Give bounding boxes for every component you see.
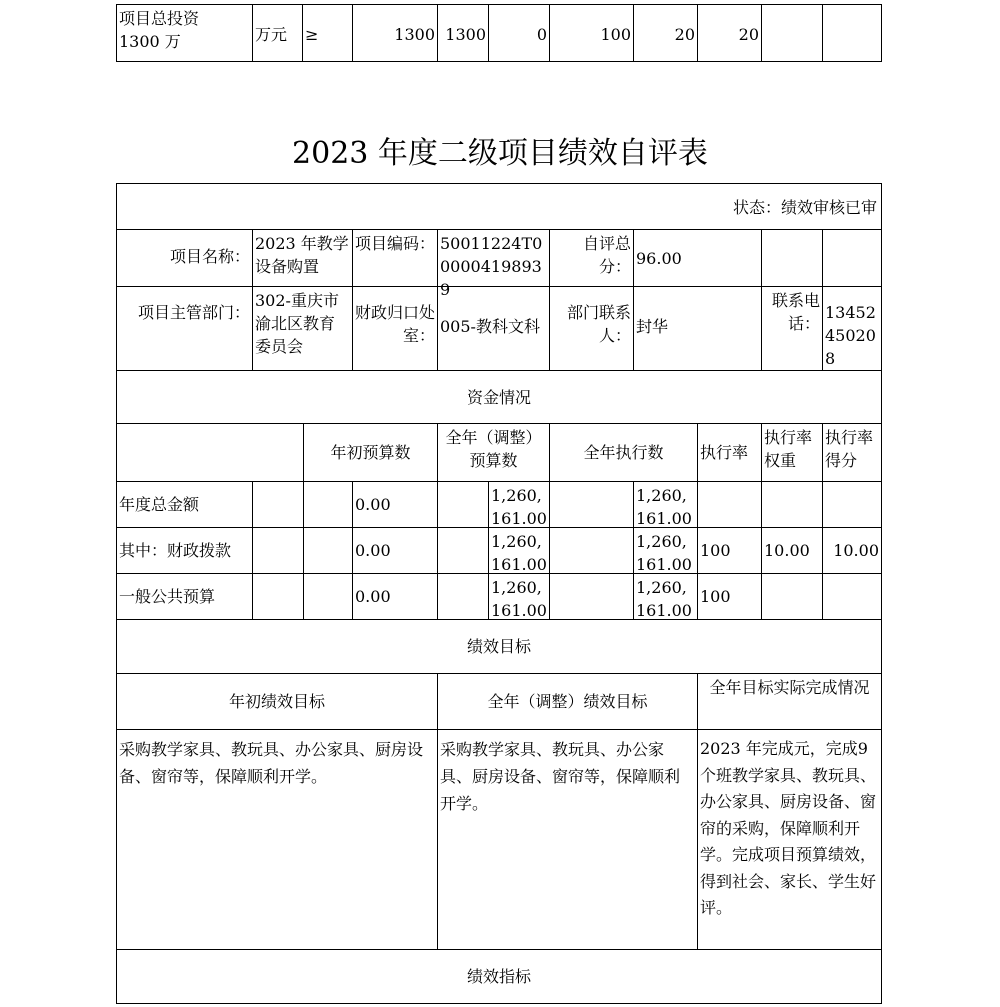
empty-cell-3 xyxy=(761,229,823,287)
score-a-text: 20 xyxy=(674,25,695,44)
funds-row-blank xyxy=(549,573,634,620)
funds-header-initial xyxy=(303,423,438,482)
row-label-text: 其中：财政拨款 xyxy=(119,541,232,560)
goals-adjusted-text: 采购教学家具、教玩具、办公家具、厨房设备、窗帘等，保障顺利开学。 xyxy=(440,740,681,813)
row-initial-text: 0.00 xyxy=(355,587,391,606)
header-rate-text: 执行率 xyxy=(700,443,749,462)
funds-row-adjusted xyxy=(488,527,550,574)
goals-section-title-text: 绩效目标 xyxy=(466,637,531,656)
header-weight-text: 执行率权重 xyxy=(764,428,813,470)
funds-row-rate xyxy=(697,573,762,620)
funds-row-blank xyxy=(437,573,489,620)
actual-cell xyxy=(437,4,489,62)
target-text: 1300 xyxy=(394,25,435,44)
funds-row-executed xyxy=(633,527,698,574)
page-title: 2023 年度二级项目绩效自评表 xyxy=(292,136,708,171)
goals-adjusted-text-cell xyxy=(437,729,698,950)
goals-col-initial xyxy=(116,673,438,730)
funds-row-rate xyxy=(697,481,762,528)
row-initial-text: 0.00 xyxy=(355,495,391,514)
indicators-section-title xyxy=(116,949,882,1004)
header-executed-text: 全年执行数 xyxy=(583,443,664,462)
row-executed-text: 1,260,161.00 xyxy=(636,486,692,528)
funds-row-blank xyxy=(437,527,489,574)
unit-cell xyxy=(252,4,303,62)
project-name-value: 2023 年教学设备购置 xyxy=(255,234,349,276)
goals-initial-text-cell xyxy=(116,729,438,950)
funds-header-adjusted xyxy=(437,423,550,482)
status-text: 状态：绩效审核已审 xyxy=(732,198,877,217)
row-adjusted-text: 1,260,161.00 xyxy=(491,532,547,574)
dept-cell xyxy=(252,286,353,371)
project-code-label-cell xyxy=(352,229,438,287)
project-code-value: 50011224T000004198939 xyxy=(440,234,543,299)
phone-label: 联系电话： xyxy=(771,291,820,333)
finance-value: 005-教科文科 xyxy=(440,317,540,336)
funds-row-initial xyxy=(352,527,438,574)
row-adjusted-text: 1,260,161.00 xyxy=(491,578,547,620)
funds-row-score xyxy=(822,527,882,574)
funds-row-score xyxy=(822,573,882,620)
funds-row-blank xyxy=(252,573,304,620)
target-cell xyxy=(352,4,438,62)
indicator-text: 项目总投资 1300 万 xyxy=(119,9,200,51)
finance-label-cell xyxy=(352,286,438,371)
deviation-text: 0 xyxy=(536,25,547,44)
row-rate-text: 100 xyxy=(700,587,731,606)
dept-label-cell xyxy=(116,286,253,371)
score-weight-text: 100 xyxy=(600,25,631,44)
dept-label: 项目主管部门： xyxy=(137,303,250,322)
actual-text: 1300 xyxy=(445,25,486,44)
indicators-section-title-text: 绩效指标 xyxy=(466,967,531,986)
empty-cell-1 xyxy=(761,4,823,62)
funds-row-executed xyxy=(633,573,698,620)
indicator-cell xyxy=(116,4,253,62)
goals-initial-text: 采购教学家具、教玩具、办公家具、厨房设备、窗帘等，保障顺利开学。 xyxy=(119,740,424,786)
project-code-cell xyxy=(437,229,550,299)
empty-cell-4 xyxy=(822,229,882,287)
goals-col-actual xyxy=(697,673,882,730)
funds-row-blank xyxy=(303,573,353,620)
funds-row-initial xyxy=(352,573,438,620)
funds-row-weight xyxy=(761,481,823,528)
dept-value: 302-重庆市渝北区教育委员会 xyxy=(255,291,339,356)
funds-header-score xyxy=(822,423,882,482)
goals-actual-text-cell xyxy=(697,729,882,950)
finance-cell xyxy=(437,286,550,371)
operator-text: ≥ xyxy=(305,25,319,44)
funds-row-blank xyxy=(549,481,634,528)
self-score-label-cell xyxy=(549,229,634,287)
funds-row-blank xyxy=(437,481,489,528)
row-label-text: 年度总金额 xyxy=(119,495,200,514)
self-score-cell xyxy=(633,229,762,287)
row-rate-text: 100 xyxy=(700,541,731,560)
score-b-text: 20 xyxy=(738,25,759,44)
goals-col-adjusted xyxy=(437,673,698,730)
funds-header-blank xyxy=(116,423,304,482)
funds-section-title-text: 资金情况 xyxy=(466,388,531,407)
contact-value: 封华 xyxy=(636,317,669,336)
goals-col-initial-text: 年初绩效目标 xyxy=(228,692,325,711)
deviation-cell xyxy=(488,4,550,62)
funds-row-executed xyxy=(633,481,698,528)
score-weight-cell xyxy=(549,4,634,62)
funds-row-blank xyxy=(252,527,304,574)
phone-cell xyxy=(822,286,882,371)
header-initial-text: 年初预算数 xyxy=(330,443,411,462)
funds-row-blank xyxy=(252,481,304,528)
goals-section-title xyxy=(116,619,882,674)
score-b-cell xyxy=(697,4,762,62)
funds-row-score xyxy=(822,481,882,528)
unit-text: 万元 xyxy=(255,25,288,44)
funds-row-label xyxy=(116,481,253,528)
phone-label-cell xyxy=(761,286,823,371)
funds-row-rate xyxy=(697,527,762,574)
contact-label-cell xyxy=(549,286,634,371)
funds-row-label xyxy=(116,573,253,620)
funds-row-label xyxy=(116,527,253,574)
self-score-value: 96.00 xyxy=(636,249,682,268)
row-score-text: 10.00 xyxy=(833,541,879,560)
row-executed-text: 1,260,161.00 xyxy=(636,578,692,620)
funds-row-blank xyxy=(549,527,634,574)
row-initial-text: 0.00 xyxy=(355,541,391,560)
operator-cell xyxy=(302,4,353,62)
phone-value: 13452450208 xyxy=(825,303,876,368)
score-a-cell xyxy=(633,4,698,62)
funds-row-weight xyxy=(761,573,823,620)
funds-header-weight xyxy=(761,423,823,482)
funds-section-title xyxy=(116,370,882,424)
finance-label: 财政归口处室： xyxy=(355,303,436,345)
row-label-text: 一般公共预算 xyxy=(119,587,216,606)
funds-row-adjusted xyxy=(488,481,550,528)
funds-row-initial xyxy=(352,481,438,528)
funds-header-executed xyxy=(549,423,698,482)
contact-cell xyxy=(633,286,762,371)
header-score-text: 执行率得分 xyxy=(825,428,874,470)
goals-actual-text: 2023 年完成元，完成9 个班教学家具、教玩具、办公家具、厨房设备、窗帘的采购，保障顺利开学。完成项目预算绩效，得到社会、家长、学生好评。 xyxy=(700,739,877,917)
row-weight-text: 10.00 xyxy=(764,541,810,560)
project-name-cell xyxy=(252,229,353,287)
empty-cell-2 xyxy=(822,4,882,62)
contact-label: 部门联系人： xyxy=(566,303,631,345)
row-executed-text: 1,260,161.00 xyxy=(636,532,692,574)
funds-row-blank xyxy=(303,527,353,574)
funds-row-adjusted xyxy=(488,573,550,620)
funds-row-blank xyxy=(303,481,353,528)
goals-col-actual-text: 全年目标实际完成情况 xyxy=(709,678,870,697)
project-code-label: 项目编码： xyxy=(355,234,436,253)
goals-col-adjusted-text: 全年（调整）绩效目标 xyxy=(487,692,648,711)
row-adjusted-text: 1,260,161.00 xyxy=(491,486,547,528)
self-score-label: 自评总分： xyxy=(582,234,631,276)
funds-row-weight xyxy=(761,527,823,574)
project-name-label-cell xyxy=(116,229,253,287)
funds-header-rate xyxy=(697,423,762,482)
header-adjusted-text: 全年（调整）预算数 xyxy=(445,428,542,470)
status-row xyxy=(116,183,882,230)
project-name-label: 项目名称： xyxy=(169,247,250,266)
